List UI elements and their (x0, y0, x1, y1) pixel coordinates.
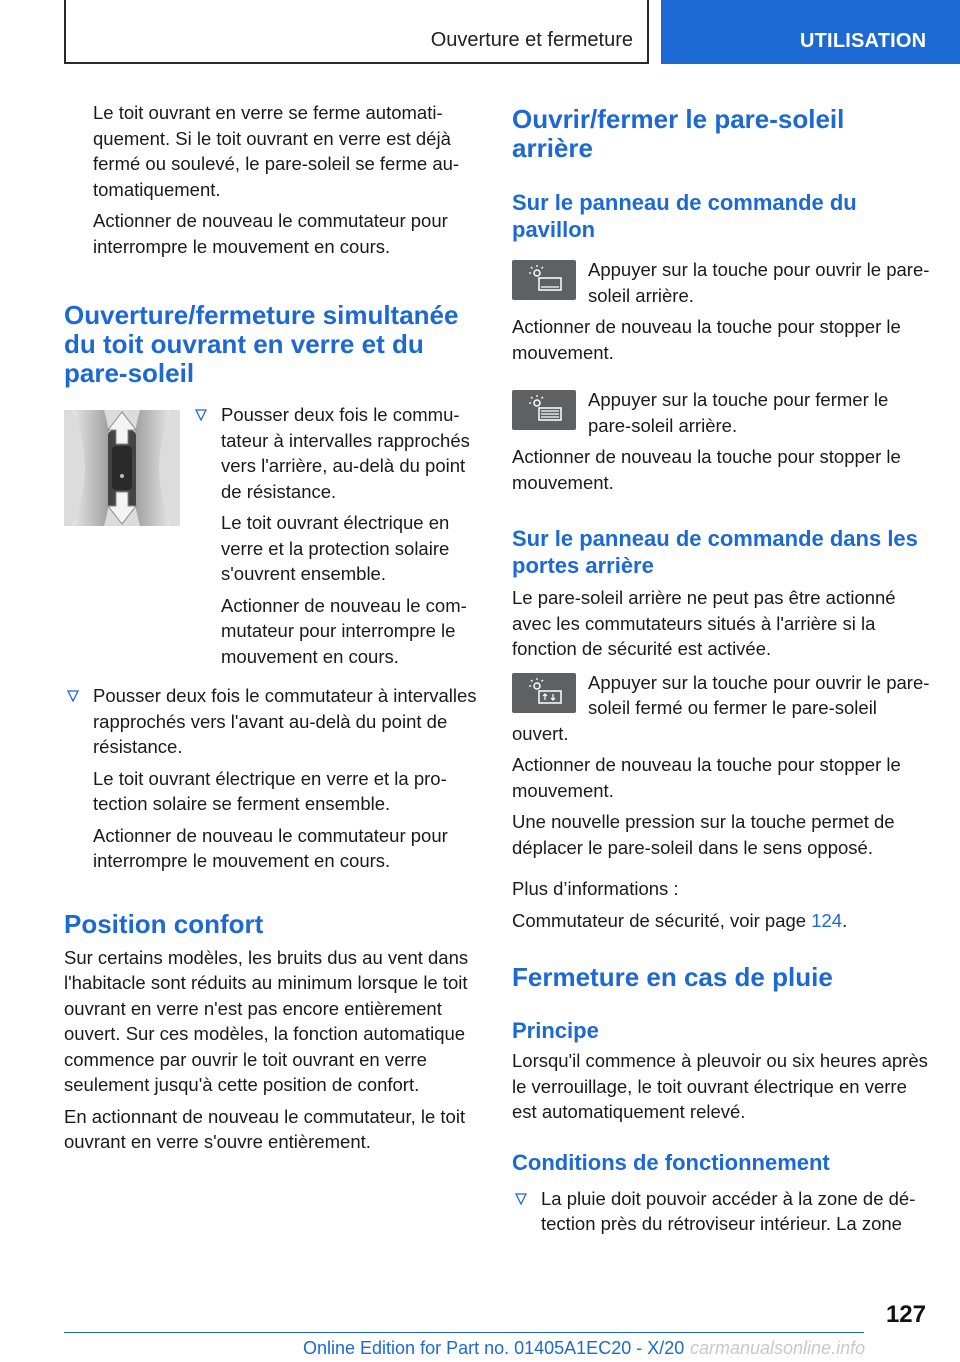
sunblind-close-button-icon (512, 390, 576, 430)
watermark: carmanualsonline.info (690, 1338, 866, 1358)
list-item-text: Pousser deux fois le commutateur à intervalles rapprochés vers l'avant au-delà du point de résistance. (93, 685, 477, 757)
bullet-group-with-photo (64, 402, 482, 669)
heading-principle: Principe (512, 1018, 599, 1043)
list-item-text: Actionner de nouveau le commutateur pour interrompre le mouvement en cours. (93, 824, 448, 871)
list-item-text: La pluie doit pouvoir accéder à la zone de détection près du rétroviseur intérieur. La zone (541, 1187, 916, 1234)
list-item (512, 1186, 930, 1237)
list-item-text: Le toit ouvrant électrique en verre et la protection solaire s'ouvrent ensemble. (221, 512, 450, 584)
triangle-bullet-icon (515, 1193, 527, 1205)
heading-conditions: Conditions de fonctionnement (512, 1149, 830, 1175)
roof-open-row (512, 257, 930, 308)
header-section-title: Ouverture et fermeture (430, 29, 633, 51)
paragraph: Plus d’informations : (512, 878, 679, 899)
paragraph: Sur certains modèles, les bruits dus au vent dans l'habitacle sont réduits au minimum lorsque le toit ouvrant en verre n'est pas encore entièrement ouvert. Sur ces modèles, la fonction automatique commence par ouvrir le toit ouvrant en verre seulement jusqu'à cette position de confort. (64, 946, 469, 1095)
paragraph: Une nouvelle pression sur la touche permet de déplacer le pare-soleil dans le sens opposé. (512, 811, 895, 858)
paragraph: Actionner de nouveau le commutateur pour interrompre le mouvement en cours. (93, 210, 448, 257)
switch-photo (64, 410, 180, 526)
paragraph: En actionnant de nouveau le commutateur, le toit ouvrant en verre s'ouvre entièrement. (64, 1105, 466, 1152)
paragraph: Le toit ouvrant en verre se ferme automatiquement. Si le toit ouvrant en verre est déjà fermé ou soulevé, le pare-soleil se ferme automatiquement. (93, 102, 460, 200)
heading-roof-panel: Sur le panneau de commande du pavillon (512, 190, 857, 242)
triangle-bullet-icon (67, 690, 79, 702)
paragraph: Le pare-soleil arrière ne peut pas être actionné avec les commutateurs situés à l'arrière si la fonction de sécurité est activée. (512, 587, 896, 659)
sunblind-open-button-icon (512, 260, 576, 300)
header-chapter-title: UTILISATION (800, 30, 927, 52)
heading-rain: Fermeture en cas de pluie (512, 962, 833, 992)
right-column (512, 96, 930, 1237)
heading-rear-sunblind: Ouvrir/fermer le pare-soleil arrière (512, 104, 845, 163)
page-number: 127 (885, 1301, 926, 1328)
page-link[interactable]: 124 (811, 909, 843, 931)
door-button-row (512, 670, 930, 747)
paragraph: Appuyer sur la touche pour fermer le pare-soleil arrière. (588, 389, 889, 436)
roof-close-row (512, 387, 930, 438)
heading-door-panel: Sur le panneau de commande dans les portes arrière (512, 526, 918, 578)
header-section-box (64, 0, 649, 64)
list-item-text: Actionner de nouveau le commutateur pour interrompre le mouvement en cours. (221, 594, 467, 667)
left-column (64, 96, 482, 1155)
edition-text: Online Edition for Part no. 01405A1EC20 - X/20 (303, 1338, 685, 1358)
heading-comfort: Position confort (64, 908, 264, 939)
triangle-bullet-icon (195, 409, 207, 421)
list-item-text: Pousser deux fois le commutateur à intervalles rapprochés vers l'arrière, au-delà du point de résistance. (221, 404, 470, 502)
door-sunblind-button-icon (512, 673, 576, 713)
list-item (64, 683, 482, 874)
paragraph: Actionner de nouveau la touche pour stopper le mouvement. (512, 754, 901, 801)
heading-simultaneous: Ouverture/fermeture simultanée du toit ouvrant en verre et du pare-soleil (64, 300, 459, 388)
paragraph: Actionner de nouveau la touche pour stopper le mouvement. (512, 316, 901, 363)
footer-divider (64, 1332, 864, 1333)
cross-reference: Commutateur de sécurité, voir page 124. (512, 909, 848, 931)
list-item (192, 402, 482, 669)
list-item-text: Le toit ouvrant électrique en verre et la protection solaire se ferment ensemble. (93, 767, 447, 814)
header-chapter-box (661, 0, 960, 64)
paragraph: Actionner de nouveau la touche pour stopper le mouvement. (512, 446, 901, 493)
paragraph: Appuyer sur la touche pour ouvrir le pare-soleil arrière. (588, 259, 930, 306)
paragraph: Lorsqu'il commence à pleuvoir ou six heures après le verrouillage, le toit ouvrant électrique en verre est automatiquement relevé. (512, 1050, 928, 1122)
paragraph: Appuyer sur la touche pour ouvrir le pare-soleil fermé ou fermer le pare-soleil ouvert. (512, 671, 930, 744)
roof-switch-icon (64, 410, 180, 526)
